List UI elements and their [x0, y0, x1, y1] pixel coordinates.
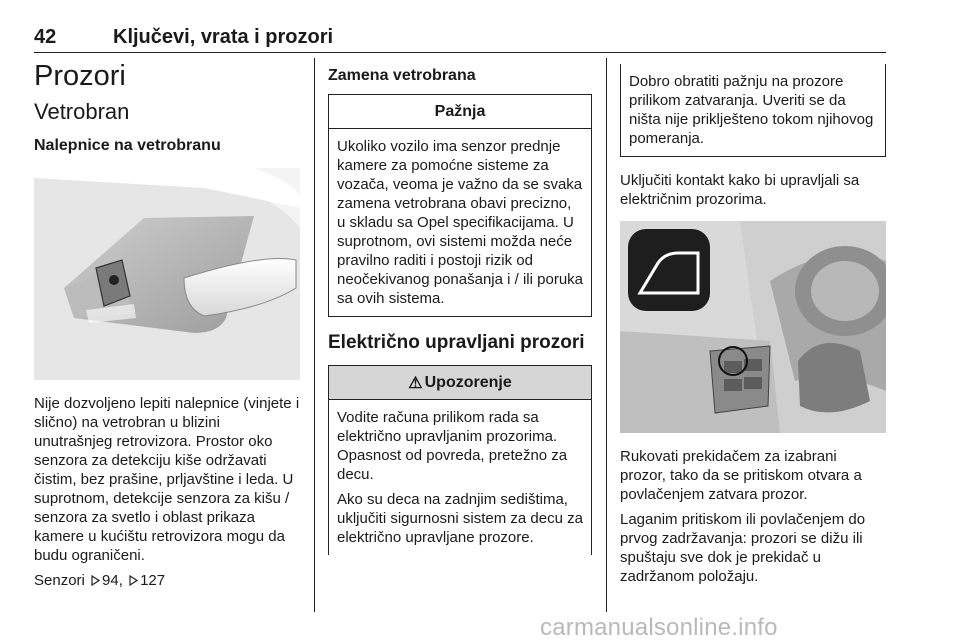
first-detent-paragraph: Laganim pritiskom ili povlačenjem do prvog zadržavanja: prozori se dižu ili spuštaju sve dok je prekidač u zadržanom položaju. — [620, 511, 866, 585]
page-number: 42 — [34, 26, 57, 48]
caution-title: Pažnja — [329, 95, 591, 129]
header-rule — [34, 52, 886, 53]
page-reference-arrow-icon — [91, 575, 100, 586]
page-header — [34, 26, 886, 52]
chapter-title: Prozori — [34, 60, 126, 92]
refs-label: Senzori — [34, 572, 85, 589]
column-3 — [620, 58, 886, 586]
door-panel-drawing — [620, 221, 886, 433]
ref-link-94[interactable]: 94, — [102, 572, 123, 589]
column-2 — [328, 58, 592, 555]
section-title-windscreen: Vetrobran — [34, 99, 130, 124]
warning-continued-text: Dobro obratiti pažnju na prozore prilikom zatvaranja. Uveriti se da ništa nije priklješteno tokom njihovog pomeranja. — [629, 73, 874, 147]
sensor-references — [34, 571, 300, 590]
warning-text-1: Vodite računa prilikom rada sa električno upravljanim prozorima. Opasnost od povreda, pretežno za decu. — [337, 409, 568, 483]
section-title-power-windows: Električno upravljani prozori — [328, 332, 585, 353]
caution-box — [328, 94, 592, 317]
switch-operation-paragraph: Rukovati prekidačem za izabrani prozor, tako da se pritiskom otvara a povlačenjem zatvara prozor. — [620, 448, 862, 503]
warning-box — [328, 365, 592, 555]
window-switch-illustration — [620, 221, 886, 433]
running-title: Ključevi, vrata i prozori — [113, 26, 334, 48]
caution-text: Ukoliko vozilo ima senzor prednje kamere za pomoćne sisteme za vozača, veoma je važno da se svaka zamena vetrobrana obavi precizno, u skladu sa Opel specifikacijama. U suprotnom, ovi sistemi možda neće pravilno raditi i postoji rizik od neočekivanog ponašanja i / ili poruka sa ovih sistema. — [337, 138, 583, 307]
ref-link-127[interactable]: 127 — [140, 572, 166, 589]
column-divider-2 — [606, 58, 607, 612]
warning-header — [329, 366, 591, 400]
column-divider-1 — [314, 58, 315, 612]
mirror-sensor-drawing — [34, 168, 300, 380]
windscreen-sensor-illustration — [34, 168, 300, 380]
warning-title: Upozorenje — [424, 373, 512, 391]
subsection-windscreen-stickers: Nalepnice na vetrobranu — [34, 137, 221, 154]
warning-text-2: Ako su deca na zadnjim sedištima, uključiti sigurnosni sistem za decu za električno upravljane prozore. — [337, 491, 583, 546]
warning-box-continued — [620, 64, 886, 157]
stickers-paragraph: Nije dozvoljeno lepiti nalepnice (vinjete i slično) na vetrobran u blizini unutrašnjeg retrovizora. Prostor oko senzora za detekciju kiše održavati čistim, bez prašine, prljavštine i leda. U suprotnom, detekcije senzora za kišu / senzora za svetlo i oblast prikaza kamere u kućištu retrovizora mogu da budu ograničeni. — [34, 395, 300, 564]
page-reference-arrow-icon — [129, 575, 138, 586]
warning-triangle-icon: ⚠ — [408, 374, 423, 392]
subsection-windscreen-replacement: Zamena vetrobrana — [328, 67, 476, 84]
watermark: carmanualsonline.info — [540, 614, 778, 641]
ignition-paragraph: Uključiti kontakt kako bi upravljali sa električnim prozorima. — [620, 172, 860, 208]
column-1 — [34, 58, 300, 590]
